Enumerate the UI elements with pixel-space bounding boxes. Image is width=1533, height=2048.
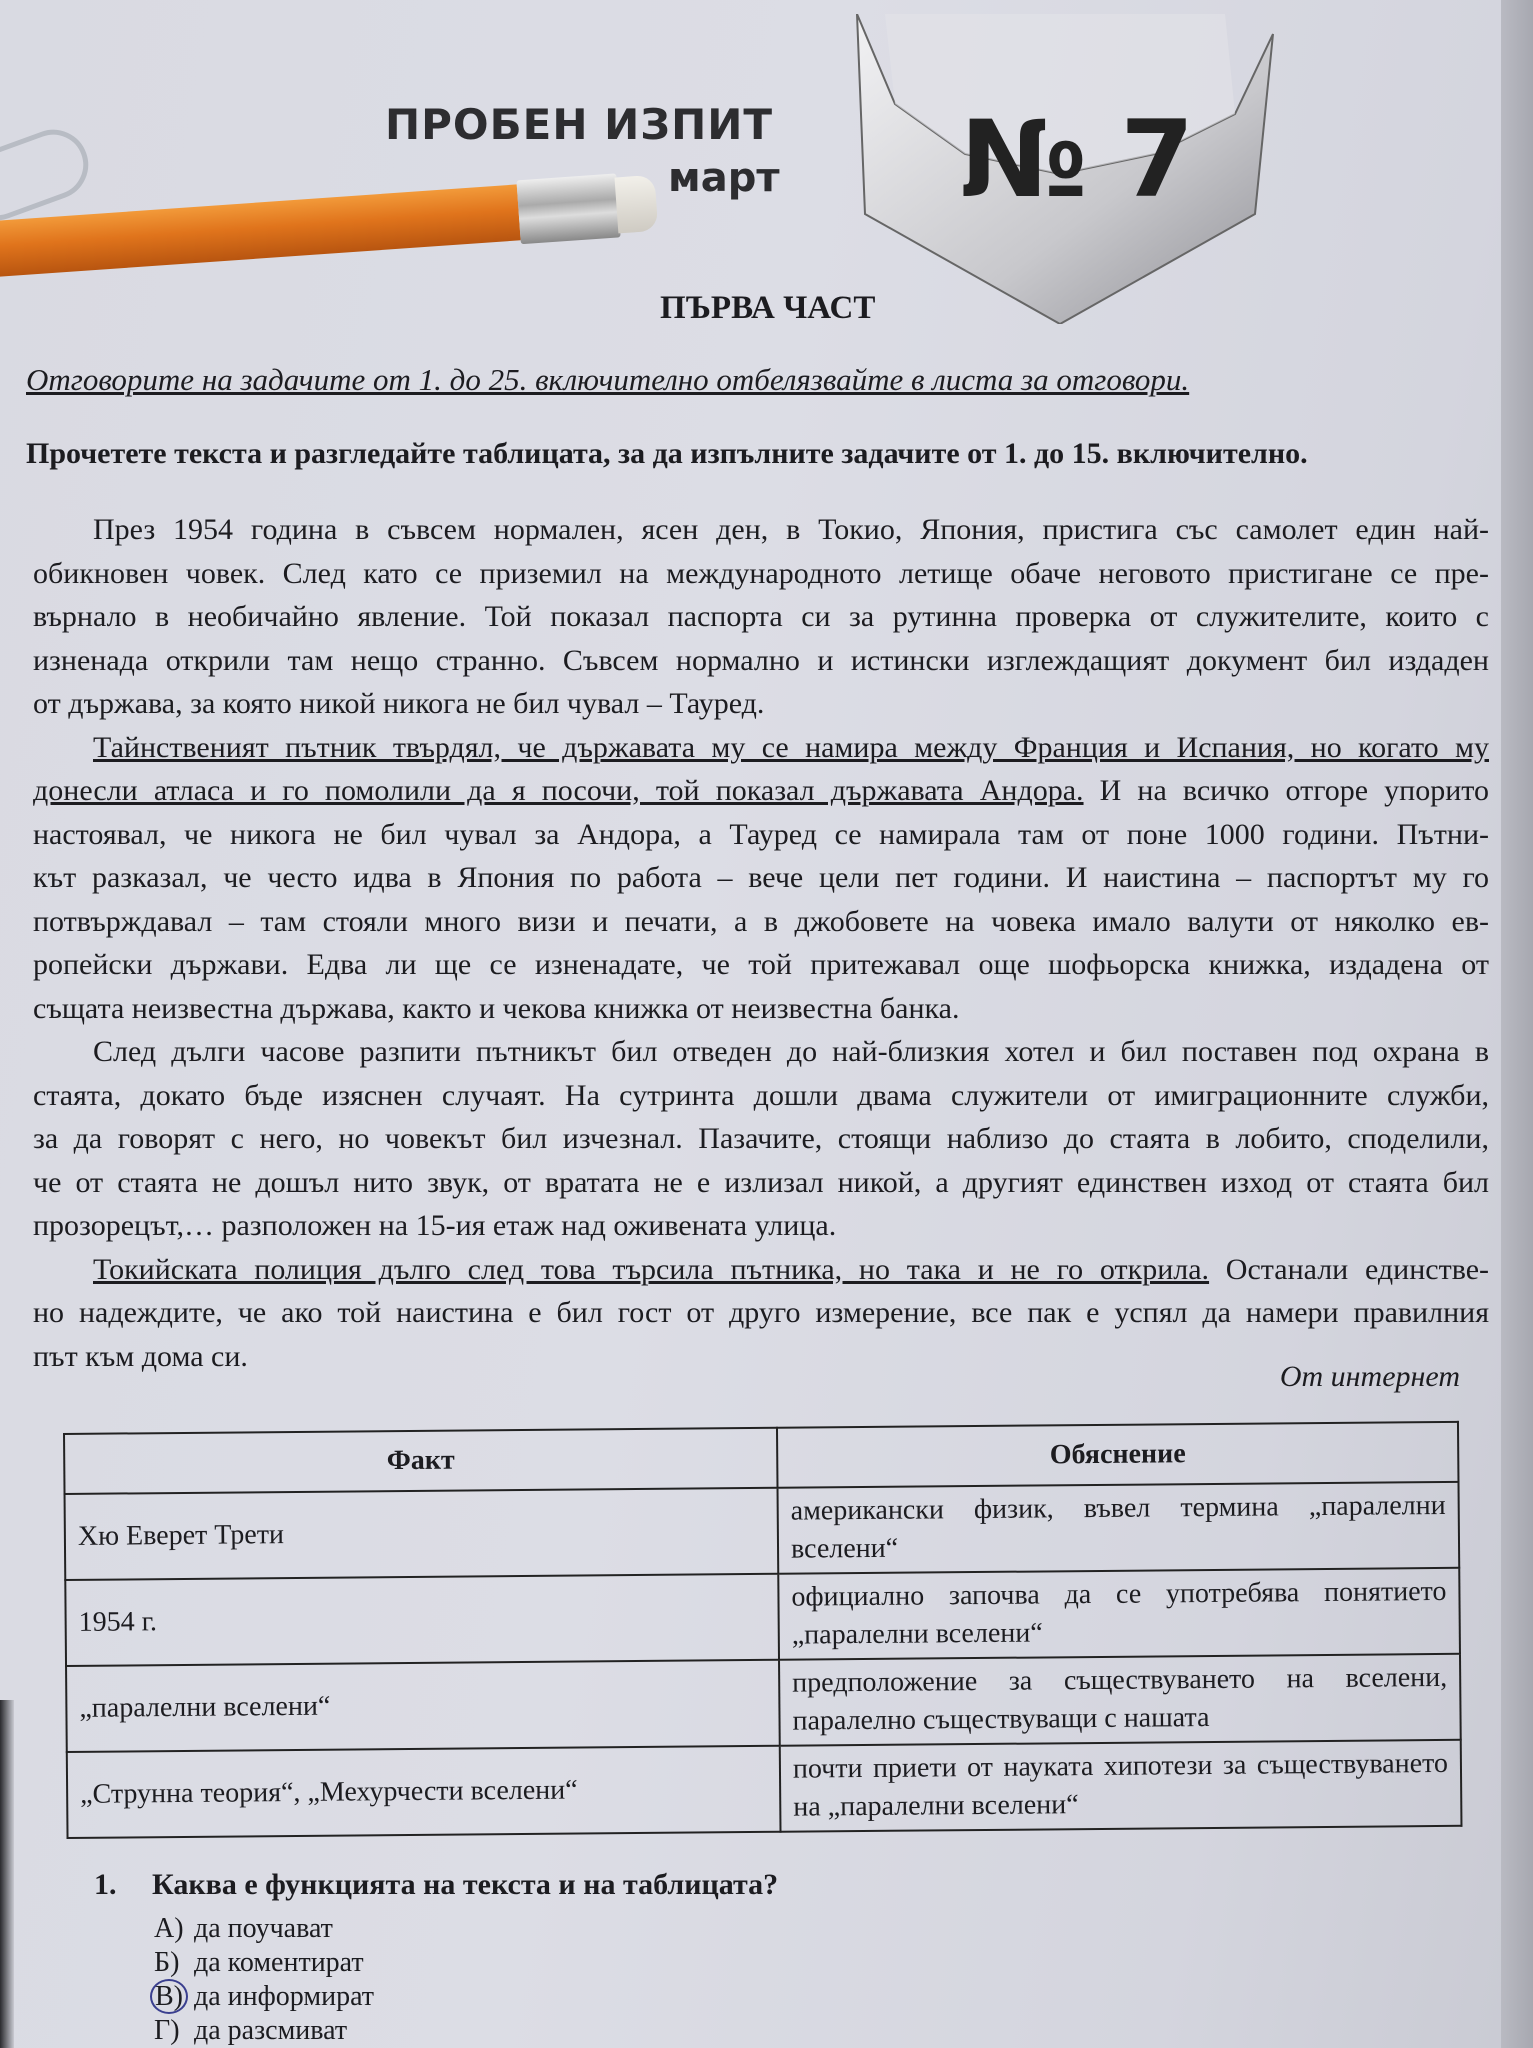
reading-text: [33, 508, 1489, 1378]
answer-options: [154, 1912, 374, 2048]
line-text: от държава, за която никой никога не бил чувал – Тауред.: [33, 687, 765, 720]
text-line: [33, 1204, 1489, 1248]
line-text: върнало в необичайно явление. Той показал паспорта си за рутинна проверка от служителите, които с: [33, 600, 1489, 633]
explanation-cell: американски физик, въвел термина „паралелни вселени“: [778, 1482, 1460, 1574]
line-text: След дълги часове разпити пътникът бил отведен до най-близкия хотел и бил поставен под охрана в: [93, 1035, 1489, 1068]
option-letter: Г): [154, 2015, 180, 2046]
line-text: настоявал, че никога не бил чувал за Андора, а Тауред се намирала там от поне 1000 години. Пътни-: [33, 817, 1489, 851]
line-text: ропейски държави. Едва ли ще се изненадате, че той притежавал още шофьорска книжка, издадена от: [33, 948, 1489, 981]
option-d[interactable]: [154, 2014, 374, 2048]
option-letter: А): [154, 1913, 184, 1944]
line-text: потвърждавал – там стояли много визи и печати, а в джобовете на човека имало валути от няколко ев-: [33, 904, 1489, 938]
table-row: [65, 1482, 1460, 1580]
line-text: прозорецът,… разположен на 15-ия етаж над оживената улица.: [33, 1209, 837, 1242]
line-text: същата неизвестна държава, както и чекова книжка от неизвестна банка.: [33, 991, 960, 1025]
text-line: [33, 682, 1489, 726]
text-line: [33, 1248, 1489, 1292]
explanation-cell: предположение за съществуването на вселени, паралелно съществуващи с нашата: [779, 1654, 1461, 1746]
table-row: [66, 1654, 1461, 1752]
line-text: И на всичко отгоре упорито: [1083, 774, 1489, 807]
fact-cell: Хю Еверет Трети: [65, 1488, 779, 1580]
table-row: [65, 1568, 1460, 1666]
text-line: [33, 1030, 1489, 1074]
line-text: кът разказал, че често идва в Япония по работа – вече цели пет години. И наистина – паспортът му го: [33, 861, 1489, 894]
option-text: да информират: [194, 1981, 375, 2012]
line-text: но надеждите, че ако той наистина е бил гост от друго измерение, все пак е успял да намери правилния: [33, 1296, 1489, 1329]
column-header-fact: Факт: [64, 1428, 777, 1494]
instruction: Отговорите на задачите от 1. до 25. включително отбелязвайте в листа за отговори.: [26, 362, 1190, 397]
line-text: През 1954 година в съвсем нормален, ясен ден, в Токио, Япония, пристига със самолет един най-: [93, 513, 1489, 546]
explanation-cell: почти приети от науката хипотези за съществуването на „паралелни вселени“: [780, 1740, 1462, 1832]
text-line: [33, 943, 1489, 987]
text-line: [33, 856, 1489, 900]
underlined-text: донесли атласа и го помолили да я посочи, той показал държавата Андора.: [33, 774, 1084, 807]
question-1: [94, 1868, 778, 1902]
text-line: [33, 987, 1489, 1031]
question-number: 1.: [94, 1868, 117, 1901]
explanation-cell: официално започва да се употребява понятието „паралелни вселени“: [778, 1568, 1460, 1660]
page-edge-shadow: [1501, 0, 1533, 2048]
question-text: Каква е функцията на текста и на таблицата?: [152, 1868, 779, 1901]
text-line: [33, 726, 1489, 770]
facts-table: [63, 1421, 1462, 1839]
circled-option-letter: В): [150, 1979, 188, 2014]
line-text: изненада открили там нещо странно. Съвсем нормално и истински изглеждащият документ бил издаден: [33, 643, 1489, 677]
exam-number: № 7: [960, 98, 1193, 221]
pencil: [0, 173, 680, 278]
option-letter: Б): [154, 1947, 180, 1978]
fact-cell: „Струнна теория“, „Мехурчести вселени“: [67, 1746, 781, 1838]
line-text: стаята, докато бъде изяснен случаят. На сутринта дошли двама служители от имиграционните служби,: [33, 1078, 1489, 1112]
table-row: [67, 1740, 1462, 1838]
fact-cell: 1954 г.: [65, 1574, 779, 1666]
option-c-selected[interactable]: [154, 1980, 374, 2014]
exam-title: ПРОБЕН ИЗПИТ: [385, 100, 774, 149]
text-line: [33, 1291, 1489, 1335]
exam-month: март: [668, 155, 780, 201]
line-text: Останали единстве-: [1209, 1252, 1490, 1286]
option-text: да поучават: [194, 1913, 333, 1944]
option-text: да коментират: [194, 1947, 364, 1978]
line-text: че от стаята не дошъл нито звук, от вратата не е излизал никой, а другият единствен изход от стаята бил: [33, 1165, 1489, 1199]
option-b[interactable]: [154, 1946, 374, 1980]
text-line: [33, 1161, 1489, 1205]
text-line: [33, 1335, 1489, 1379]
desk-edge: [0, 1700, 14, 2048]
text-line: [33, 639, 1489, 683]
option-a[interactable]: [154, 1912, 374, 1946]
text-line: [33, 1074, 1489, 1118]
line-text: за да говорят с него, но човекът бил изчезнал. Пазачите, стоящи наблизо до стаята в лобито, споделили,: [33, 1122, 1489, 1155]
text-line: [33, 1117, 1489, 1161]
paperclip: [0, 120, 98, 230]
part-title: ПЪРВА ЧАСТ: [660, 290, 876, 326]
underlined-text: Тайнственият пътник твърдял, че държавата му се намира между Франция и Испания, но когато му: [93, 730, 1489, 764]
source-note: От интернет: [1279, 1360, 1460, 1393]
fact-cell: „паралелни вселени“: [66, 1660, 780, 1752]
text-line: [33, 552, 1489, 596]
text-line: [33, 769, 1489, 813]
column-header-explanation: Обяснение: [777, 1422, 1458, 1488]
line-text: път към дома си.: [33, 1339, 248, 1373]
option-text: да разсмиват: [194, 2015, 348, 2046]
text-line: [33, 595, 1489, 639]
text-line: [33, 508, 1489, 552]
text-line: [33, 900, 1489, 944]
underlined-text: Токийската полиция дълго след това търсила пътника, но така и не го открила.: [93, 1252, 1210, 1286]
text-line: [33, 813, 1489, 857]
task-instruction: Прочетете текста и разгледайте таблицата, за да изпълните задачите от 1. до 15. включително.: [26, 437, 1308, 470]
line-text: обикновен човек. След като се приземил на международното летище обаче неговото пристигане се пре-: [33, 556, 1489, 590]
